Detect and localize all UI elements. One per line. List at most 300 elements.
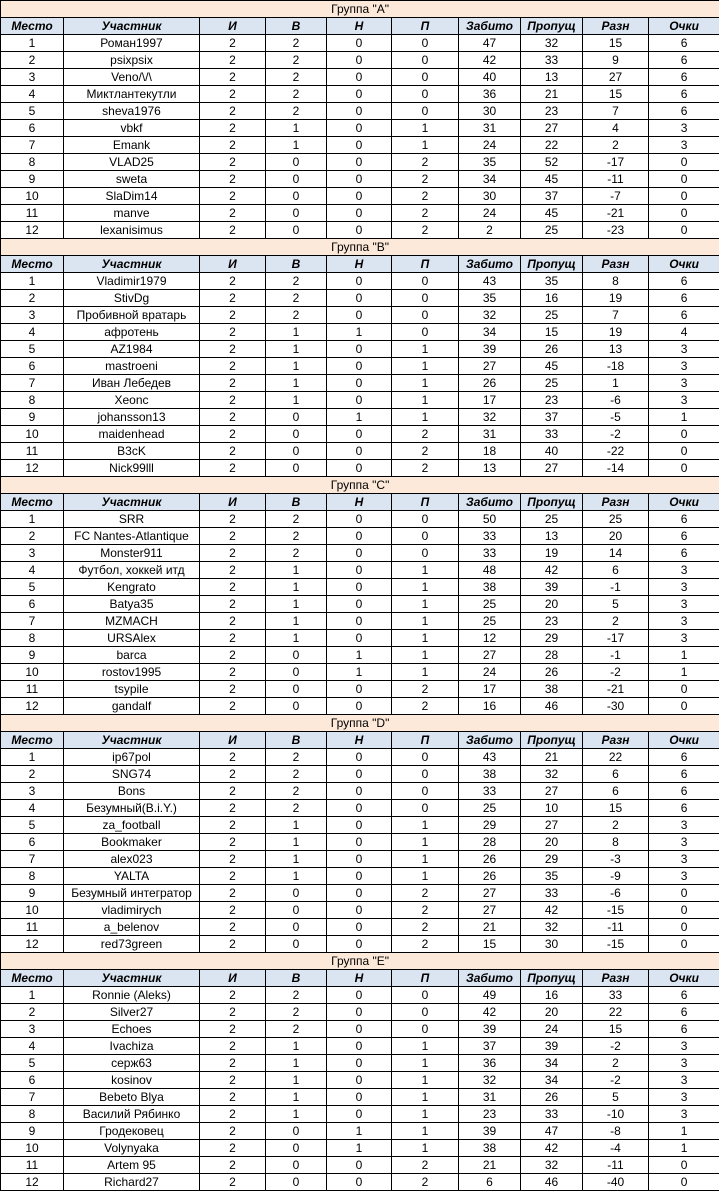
table-row xyxy=(1,188,719,205)
cell-draws: 0 xyxy=(327,188,392,205)
cell-wins: 2 xyxy=(266,69,327,86)
cell-played: 2 xyxy=(200,1021,266,1038)
cell-place: 10 xyxy=(1,664,64,681)
cell-goals-against: 47 xyxy=(521,1123,583,1140)
cell-participant: gandalf xyxy=(64,698,200,715)
cell-place: 3 xyxy=(1,1021,64,1038)
cell-losses: 1 xyxy=(392,562,459,579)
cell-goal-diff: -17 xyxy=(583,630,649,647)
cell-losses: 0 xyxy=(392,783,459,800)
cell-participant: maidenhead xyxy=(64,426,200,443)
cell-goals-for: 35 xyxy=(459,154,521,171)
table-row xyxy=(1,137,719,154)
cell-wins: 1 xyxy=(266,851,327,868)
column-header-row xyxy=(1,256,719,273)
cell-goal-diff: 2 xyxy=(583,137,649,154)
cell-played: 2 xyxy=(200,562,266,579)
cell-goal-diff: -15 xyxy=(583,902,649,919)
cell-goals-for: 33 xyxy=(459,545,521,562)
cell-wins: 0 xyxy=(266,1140,327,1157)
table-row xyxy=(1,1157,719,1174)
cell-goals-against: 27 xyxy=(521,120,583,137)
cell-losses: 1 xyxy=(392,613,459,630)
cell-participant: Василий Рябинко xyxy=(64,1106,200,1123)
cell-losses: 2 xyxy=(392,171,459,188)
cell-goals-against: 20 xyxy=(521,596,583,613)
table-row xyxy=(1,698,719,715)
column-header-goals-against: Пропущ xyxy=(521,18,583,35)
cell-losses: 0 xyxy=(392,987,459,1004)
cell-losses: 2 xyxy=(392,443,459,460)
cell-goals-for: 36 xyxy=(459,86,521,103)
cell-wins: 1 xyxy=(266,120,327,137)
cell-points: 6 xyxy=(649,290,719,307)
cell-wins: 2 xyxy=(266,800,327,817)
cell-draws: 1 xyxy=(327,409,392,426)
cell-goals-for: 34 xyxy=(459,171,521,188)
cell-goal-diff: 6 xyxy=(583,562,649,579)
cell-place: 6 xyxy=(1,596,64,613)
cell-participant: vladimirych xyxy=(64,902,200,919)
cell-played: 2 xyxy=(200,375,266,392)
cell-played: 2 xyxy=(200,902,266,919)
cell-played: 2 xyxy=(200,851,266,868)
cell-goal-diff: 2 xyxy=(583,613,649,630)
column-header-points: Очки xyxy=(649,970,719,987)
cell-goals-against: 46 xyxy=(521,698,583,715)
cell-goals-against: 20 xyxy=(521,834,583,851)
group-title-row xyxy=(1,953,719,970)
cell-place: 7 xyxy=(1,851,64,868)
column-header-draws: Н xyxy=(327,970,392,987)
cell-losses: 0 xyxy=(392,290,459,307)
cell-losses: 0 xyxy=(392,35,459,52)
cell-played: 2 xyxy=(200,188,266,205)
cell-participant: серж63 xyxy=(64,1055,200,1072)
cell-goals-for: 37 xyxy=(459,1038,521,1055)
cell-place: 1 xyxy=(1,749,64,766)
cell-losses: 1 xyxy=(392,834,459,851)
cell-participant: rostov1995 xyxy=(64,664,200,681)
cell-draws: 0 xyxy=(327,630,392,647)
cell-goal-diff: 15 xyxy=(583,800,649,817)
cell-participant: VLAD25 xyxy=(64,154,200,171)
cell-place: 1 xyxy=(1,511,64,528)
cell-place: 4 xyxy=(1,800,64,817)
cell-draws: 0 xyxy=(327,307,392,324)
cell-points: 3 xyxy=(649,613,719,630)
cell-played: 2 xyxy=(200,392,266,409)
table-row xyxy=(1,613,719,630)
cell-participant: Безумный интегратор xyxy=(64,885,200,902)
column-header-losses: П xyxy=(392,732,459,749)
cell-points: 1 xyxy=(649,664,719,681)
cell-draws: 0 xyxy=(327,766,392,783)
cell-place: 8 xyxy=(1,1106,64,1123)
column-header-draws: Н xyxy=(327,18,392,35)
cell-draws: 0 xyxy=(327,1055,392,1072)
cell-played: 2 xyxy=(200,936,266,953)
column-header-draws: Н xyxy=(327,256,392,273)
cell-goal-diff: -5 xyxy=(583,409,649,426)
table-row xyxy=(1,290,719,307)
cell-losses: 1 xyxy=(392,358,459,375)
cell-losses: 2 xyxy=(392,222,459,239)
cell-wins: 1 xyxy=(266,1055,327,1072)
cell-draws: 0 xyxy=(327,35,392,52)
cell-losses: 1 xyxy=(392,596,459,613)
cell-goals-for: 24 xyxy=(459,205,521,222)
cell-place: 12 xyxy=(1,698,64,715)
cell-goal-diff: -21 xyxy=(583,205,649,222)
cell-goals-for: 26 xyxy=(459,375,521,392)
table-row xyxy=(1,35,719,52)
cell-goal-diff: -23 xyxy=(583,222,649,239)
cell-wins: 1 xyxy=(266,1106,327,1123)
cell-losses: 1 xyxy=(392,664,459,681)
cell-losses: 2 xyxy=(392,154,459,171)
cell-points: 3 xyxy=(649,562,719,579)
cell-wins: 1 xyxy=(266,596,327,613)
cell-wins: 2 xyxy=(266,103,327,120)
column-header-goals-for: Забито xyxy=(459,970,521,987)
cell-wins: 2 xyxy=(266,766,327,783)
column-header-place: Место xyxy=(1,970,64,987)
cell-goals-against: 25 xyxy=(521,307,583,324)
cell-played: 2 xyxy=(200,545,266,562)
cell-goals-against: 42 xyxy=(521,1140,583,1157)
cell-played: 2 xyxy=(200,613,266,630)
cell-goals-against: 23 xyxy=(521,613,583,630)
cell-wins: 0 xyxy=(266,426,327,443)
cell-losses: 2 xyxy=(392,1174,459,1191)
cell-goal-diff: 9 xyxy=(583,52,649,69)
cell-goals-against: 33 xyxy=(521,1106,583,1123)
table-row xyxy=(1,222,719,239)
cell-points: 0 xyxy=(649,171,719,188)
cell-wins: 1 xyxy=(266,358,327,375)
cell-points: 1 xyxy=(649,1140,719,1157)
cell-points: 0 xyxy=(649,222,719,239)
cell-wins: 0 xyxy=(266,647,327,664)
cell-wins: 0 xyxy=(266,698,327,715)
cell-participant: YALTA xyxy=(64,868,200,885)
cell-wins: 0 xyxy=(266,205,327,222)
cell-wins: 2 xyxy=(266,1004,327,1021)
cell-goals-against: 13 xyxy=(521,69,583,86)
cell-losses: 2 xyxy=(392,919,459,936)
cell-played: 2 xyxy=(200,137,266,154)
cell-wins: 0 xyxy=(266,443,327,460)
cell-played: 2 xyxy=(200,766,266,783)
cell-participant: MZMACH xyxy=(64,613,200,630)
cell-played: 2 xyxy=(200,647,266,664)
cell-played: 2 xyxy=(200,290,266,307)
cell-wins: 1 xyxy=(266,1072,327,1089)
column-header-losses: П xyxy=(392,970,459,987)
cell-goals-for: 27 xyxy=(459,647,521,664)
cell-draws: 0 xyxy=(327,86,392,103)
table-row xyxy=(1,52,719,69)
cell-participant: manve xyxy=(64,205,200,222)
cell-wins: 1 xyxy=(266,324,327,341)
cell-goals-for: 29 xyxy=(459,817,521,834)
cell-draws: 1 xyxy=(327,664,392,681)
cell-goals-for: 30 xyxy=(459,188,521,205)
cell-draws: 0 xyxy=(327,902,392,919)
cell-wins: 1 xyxy=(266,562,327,579)
cell-losses: 2 xyxy=(392,1157,459,1174)
cell-wins: 0 xyxy=(266,681,327,698)
cell-participant: Пробивной вратарь xyxy=(64,307,200,324)
cell-losses: 0 xyxy=(392,273,459,290)
cell-place: 9 xyxy=(1,409,64,426)
cell-points: 6 xyxy=(649,749,719,766)
table-row xyxy=(1,409,719,426)
cell-points: 3 xyxy=(649,596,719,613)
cell-goals-against: 24 xyxy=(521,1021,583,1038)
cell-participant: Bookmaker xyxy=(64,834,200,851)
cell-goal-diff: -18 xyxy=(583,358,649,375)
cell-place: 4 xyxy=(1,562,64,579)
cell-place: 11 xyxy=(1,443,64,460)
table-row xyxy=(1,273,719,290)
table-row xyxy=(1,1055,719,1072)
cell-goal-diff: -11 xyxy=(583,171,649,188)
cell-place: 7 xyxy=(1,613,64,630)
cell-place: 1 xyxy=(1,35,64,52)
table-row xyxy=(1,766,719,783)
cell-place: 8 xyxy=(1,630,64,647)
cell-points: 3 xyxy=(649,358,719,375)
column-header-place: Место xyxy=(1,18,64,35)
cell-losses: 1 xyxy=(392,375,459,392)
cell-goals-against: 25 xyxy=(521,375,583,392)
cell-draws: 0 xyxy=(327,1157,392,1174)
cell-losses: 0 xyxy=(392,545,459,562)
cell-losses: 2 xyxy=(392,426,459,443)
cell-draws: 0 xyxy=(327,749,392,766)
cell-losses: 1 xyxy=(392,409,459,426)
table-row xyxy=(1,171,719,188)
cell-goals-for: 17 xyxy=(459,392,521,409)
cell-goals-for: 31 xyxy=(459,1089,521,1106)
cell-played: 2 xyxy=(200,222,266,239)
cell-participant: Kengrato xyxy=(64,579,200,596)
cell-goals-against: 32 xyxy=(521,919,583,936)
table-row xyxy=(1,800,719,817)
cell-points: 3 xyxy=(649,851,719,868)
cell-participant: Миктлантекутли xyxy=(64,86,200,103)
cell-draws: 0 xyxy=(327,426,392,443)
cell-goals-for: 39 xyxy=(459,1021,521,1038)
column-header-wins: В xyxy=(266,970,327,987)
cell-goal-diff: 6 xyxy=(583,783,649,800)
cell-goal-diff: 15 xyxy=(583,86,649,103)
table-row xyxy=(1,596,719,613)
cell-draws: 0 xyxy=(327,171,392,188)
cell-goal-diff: -9 xyxy=(583,868,649,885)
cell-goal-diff: -1 xyxy=(583,579,649,596)
cell-place: 3 xyxy=(1,69,64,86)
cell-place: 5 xyxy=(1,1055,64,1072)
cell-place: 3 xyxy=(1,307,64,324)
column-header-participant: Участник xyxy=(64,18,200,35)
cell-draws: 0 xyxy=(327,222,392,239)
cell-place: 8 xyxy=(1,154,64,171)
table-row xyxy=(1,205,719,222)
cell-goals-for: 50 xyxy=(459,511,521,528)
cell-place: 9 xyxy=(1,885,64,902)
cell-participant: mastroeni xyxy=(64,358,200,375)
cell-played: 2 xyxy=(200,426,266,443)
cell-goals-against: 20 xyxy=(521,1004,583,1021)
cell-participant: Роман1997 xyxy=(64,35,200,52)
cell-participant: tsypile xyxy=(64,681,200,698)
cell-losses: 1 xyxy=(392,851,459,868)
cell-goal-diff: 6 xyxy=(583,766,649,783)
cell-goals-for: 26 xyxy=(459,868,521,885)
cell-goal-diff: -2 xyxy=(583,1072,649,1089)
cell-participant: alex023 xyxy=(64,851,200,868)
cell-goals-against: 29 xyxy=(521,851,583,868)
cell-draws: 0 xyxy=(327,375,392,392)
cell-place: 8 xyxy=(1,868,64,885)
cell-goal-diff: -14 xyxy=(583,460,649,477)
cell-goals-for: 42 xyxy=(459,52,521,69)
column-header-losses: П xyxy=(392,18,459,35)
cell-goals-for: 24 xyxy=(459,137,521,154)
cell-draws: 1 xyxy=(327,1123,392,1140)
cell-played: 2 xyxy=(200,579,266,596)
cell-losses: 1 xyxy=(392,868,459,885)
cell-participant: Emank xyxy=(64,137,200,154)
cell-goals-against: 35 xyxy=(521,868,583,885)
cell-goal-diff: -15 xyxy=(583,936,649,953)
cell-played: 2 xyxy=(200,1106,266,1123)
table-row xyxy=(1,1004,719,1021)
cell-losses: 0 xyxy=(392,86,459,103)
cell-goals-for: 6 xyxy=(459,1174,521,1191)
cell-goal-diff: -4 xyxy=(583,1140,649,1157)
cell-points: 0 xyxy=(649,1174,719,1191)
cell-losses: 1 xyxy=(392,817,459,834)
cell-draws: 0 xyxy=(327,205,392,222)
cell-draws: 0 xyxy=(327,1072,392,1089)
cell-losses: 1 xyxy=(392,1072,459,1089)
cell-losses: 1 xyxy=(392,1140,459,1157)
column-header-goal-diff: Разн xyxy=(583,970,649,987)
cell-draws: 0 xyxy=(327,613,392,630)
cell-points: 0 xyxy=(649,698,719,715)
cell-played: 2 xyxy=(200,1055,266,1072)
group-title-row xyxy=(1,239,719,256)
table-row xyxy=(1,545,719,562)
cell-draws: 0 xyxy=(327,885,392,902)
cell-place: 4 xyxy=(1,86,64,103)
cell-points: 1 xyxy=(649,409,719,426)
column-header-wins: В xyxy=(266,256,327,273)
table-row xyxy=(1,69,719,86)
cell-place: 2 xyxy=(1,52,64,69)
cell-played: 2 xyxy=(200,630,266,647)
cell-goals-for: 32 xyxy=(459,307,521,324)
column-header-goals-for: Забито xyxy=(459,732,521,749)
cell-goal-diff: -2 xyxy=(583,664,649,681)
cell-wins: 2 xyxy=(266,86,327,103)
cell-points: 0 xyxy=(649,936,719,953)
cell-place: 9 xyxy=(1,171,64,188)
cell-points: 3 xyxy=(649,630,719,647)
cell-wins: 0 xyxy=(266,1174,327,1191)
cell-goals-against: 33 xyxy=(521,52,583,69)
cell-draws: 0 xyxy=(327,936,392,953)
cell-participant: Richard27 xyxy=(64,1174,200,1191)
cell-goals-against: 26 xyxy=(521,664,583,681)
cell-goals-for: 27 xyxy=(459,902,521,919)
cell-goals-for: 25 xyxy=(459,800,521,817)
cell-goal-diff: -6 xyxy=(583,392,649,409)
cell-losses: 1 xyxy=(392,137,459,154)
group-title: Группа "B" xyxy=(1,239,719,256)
cell-points: 6 xyxy=(649,1021,719,1038)
cell-goal-diff: 22 xyxy=(583,749,649,766)
cell-goals-for: 32 xyxy=(459,1072,521,1089)
cell-goals-for: 26 xyxy=(459,851,521,868)
cell-participant: Безумный(B.i.Y.) xyxy=(64,800,200,817)
cell-goals-against: 27 xyxy=(521,817,583,834)
cell-played: 2 xyxy=(200,817,266,834)
cell-place: 7 xyxy=(1,375,64,392)
cell-points: 3 xyxy=(649,579,719,596)
cell-played: 2 xyxy=(200,52,266,69)
cell-place: 6 xyxy=(1,1072,64,1089)
cell-draws: 0 xyxy=(327,817,392,834)
cell-goals-for: 23 xyxy=(459,1106,521,1123)
cell-goals-against: 45 xyxy=(521,171,583,188)
cell-goals-against: 37 xyxy=(521,188,583,205)
cell-place: 5 xyxy=(1,103,64,120)
cell-points: 0 xyxy=(649,460,719,477)
cell-goals-against: 32 xyxy=(521,766,583,783)
column-header-row xyxy=(1,18,719,35)
cell-wins: 0 xyxy=(266,936,327,953)
cell-goals-for: 2 xyxy=(459,222,521,239)
column-header-place: Место xyxy=(1,256,64,273)
cell-draws: 0 xyxy=(327,987,392,1004)
table-row xyxy=(1,460,719,477)
cell-goal-diff: 20 xyxy=(583,528,649,545)
cell-played: 2 xyxy=(200,664,266,681)
cell-played: 2 xyxy=(200,460,266,477)
cell-participant: Bons xyxy=(64,783,200,800)
cell-goals-for: 27 xyxy=(459,885,521,902)
cell-goals-against: 25 xyxy=(521,222,583,239)
cell-points: 6 xyxy=(649,528,719,545)
group-title-row xyxy=(1,715,719,732)
cell-goals-against: 16 xyxy=(521,987,583,1004)
cell-goal-diff: -2 xyxy=(583,426,649,443)
cell-draws: 0 xyxy=(327,698,392,715)
cell-goals-against: 13 xyxy=(521,528,583,545)
cell-losses: 0 xyxy=(392,69,459,86)
cell-goal-diff: -3 xyxy=(583,851,649,868)
cell-played: 2 xyxy=(200,1140,266,1157)
cell-draws: 0 xyxy=(327,392,392,409)
cell-played: 2 xyxy=(200,86,266,103)
cell-goals-against: 33 xyxy=(521,885,583,902)
cell-goal-diff: 19 xyxy=(583,290,649,307)
